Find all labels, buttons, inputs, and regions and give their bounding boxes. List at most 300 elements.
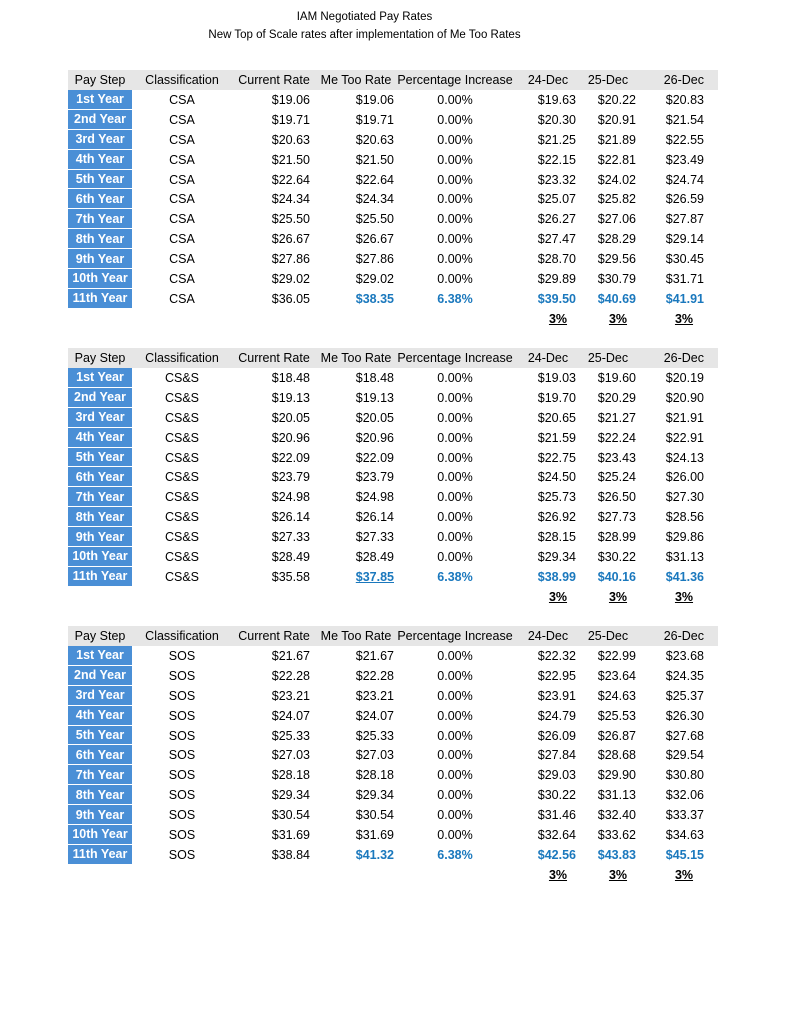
rate-24-dec-cell: $31.46 — [537, 808, 576, 823]
rate-26-dec-cell: $26.00 — [665, 470, 704, 485]
percentage-increase-cell: 0.00% — [437, 648, 473, 663]
percentage-increase-cell: 0.00% — [437, 708, 473, 723]
rate-26-dec-cell: $20.19 — [665, 370, 704, 385]
annual-increase-value: 3% — [608, 867, 628, 882]
me-too-rate-cell: $20.05 — [355, 410, 394, 425]
column-header-metoo: Me Too Rate — [320, 629, 392, 643]
classification-cell: CS&S — [164, 549, 200, 564]
annual-increase-value: 3% — [674, 589, 694, 604]
current-rate-cell: $22.09 — [271, 450, 310, 465]
table-row — [68, 130, 718, 150]
pay-step-cell: 5th Year — [68, 170, 132, 190]
current-rate-cell: $20.63 — [271, 132, 310, 147]
current-rate-cell: $24.98 — [271, 490, 310, 505]
table-row — [68, 388, 718, 408]
current-rate-cell: $35.58 — [271, 569, 310, 584]
table-row — [68, 269, 718, 289]
table-row — [68, 289, 718, 309]
me-too-rate-cell: $27.86 — [355, 252, 394, 267]
me-too-rate-cell: $24.98 — [355, 490, 394, 505]
percentage-increase-cell: 0.00% — [437, 808, 473, 823]
percentage-increase-cell: 0.00% — [437, 172, 473, 187]
percentage-increase-cell: 0.00% — [437, 470, 473, 485]
rate-24-dec-cell: $24.79 — [537, 708, 576, 723]
rate-25-dec-cell: $27.73 — [597, 510, 636, 525]
classification-cell: CS&S — [164, 530, 200, 545]
classification-cell: CS&S — [164, 450, 200, 465]
annual-increase-row — [68, 865, 718, 885]
pay-step-cell: 9th Year — [68, 527, 132, 547]
table-row — [68, 527, 718, 547]
percentage-increase-cell: 0.00% — [437, 788, 473, 803]
current-rate-cell: $29.02 — [271, 271, 310, 286]
current-rate-cell: $25.50 — [271, 212, 310, 227]
current-rate-cell: $21.50 — [271, 152, 310, 167]
current-rate-cell: $38.84 — [271, 847, 310, 862]
rate-25-dec-cell: $22.81 — [597, 152, 636, 167]
pay-step-cell: 4th Year — [68, 150, 132, 170]
rate-26-dec-cell: $24.74 — [665, 172, 704, 187]
me-too-rate-cell: $18.48 — [355, 370, 394, 385]
rate-24-dec-cell: $29.34 — [537, 549, 576, 564]
rate-24-dec-cell: $21.25 — [537, 132, 576, 147]
document-subtitle: New Top of Scale rates after implementation of Me Too Rates — [208, 29, 521, 41]
column-header-d26: 26-Dec — [663, 73, 704, 87]
rate-25-dec-cell: $23.43 — [597, 450, 636, 465]
rate-24-dec-cell: $28.15 — [537, 530, 576, 545]
pay-step-cell: 4th Year — [68, 428, 132, 448]
pay-step-cell: 3rd Year — [68, 130, 132, 150]
me-too-rate-cell: $27.03 — [355, 748, 394, 763]
table-row — [68, 110, 718, 130]
pay-step-cell: 1st Year — [68, 646, 132, 666]
me-too-rate-cell: $28.49 — [355, 549, 394, 564]
rate-26-dec-cell: $27.87 — [665, 212, 704, 227]
rate-25-dec-cell: $25.24 — [597, 470, 636, 485]
rate-24-dec-cell: $29.89 — [537, 271, 576, 286]
column-header-pct: Percentage Increase — [397, 629, 513, 643]
annual-increase-d26 — [664, 865, 704, 885]
current-rate-cell: $20.05 — [271, 410, 310, 425]
percentage-increase-cell: 0.00% — [437, 827, 473, 842]
table-row — [68, 706, 718, 726]
table-row — [68, 368, 718, 388]
table-row — [68, 249, 718, 269]
percentage-increase-cell: 6.38% — [437, 569, 473, 584]
pay-step-cell: 11th Year — [68, 289, 132, 309]
me-too-rate-cell: $29.02 — [355, 271, 394, 286]
rate-24-dec-cell: $23.32 — [537, 172, 576, 187]
current-rate-cell: $27.86 — [271, 252, 310, 267]
rate-24-dec-cell: $29.03 — [537, 768, 576, 783]
me-too-rate-cell: $25.33 — [355, 728, 394, 743]
rate-24-dec-cell: $27.47 — [537, 232, 576, 247]
rate-25-dec-cell: $27.06 — [597, 212, 636, 227]
rate-26-dec-cell: $30.80 — [665, 768, 704, 783]
table-row — [68, 646, 718, 666]
current-rate-cell: $23.21 — [271, 688, 310, 703]
me-too-rate-cell: $19.06 — [355, 92, 394, 107]
column-header-d26: 26-Dec — [663, 351, 704, 365]
table-row — [68, 467, 718, 487]
rate-24-dec-cell: $19.70 — [537, 390, 576, 405]
rate-26-dec-cell: $26.30 — [665, 708, 704, 723]
current-rate-cell: $26.67 — [271, 232, 310, 247]
me-too-rate-cell: $31.69 — [355, 827, 394, 842]
pay-step-cell: 2nd Year — [68, 110, 132, 130]
annual-increase-d24 — [538, 587, 578, 607]
me-too-rate-cell: $23.79 — [355, 470, 394, 485]
me-too-rate-cell: $19.13 — [355, 390, 394, 405]
table-row — [68, 487, 718, 507]
percentage-increase-cell: 0.00% — [437, 192, 473, 207]
column-header-d24: 24-Dec — [527, 629, 569, 643]
percentage-increase-cell: 0.00% — [437, 748, 473, 763]
table-row — [68, 567, 718, 587]
me-too-rate-cell: $38.35 — [355, 291, 394, 306]
rate-25-dec-cell: $24.02 — [597, 172, 636, 187]
table-row — [68, 686, 718, 706]
classification-cell: SOS — [168, 668, 196, 683]
rate-26-dec-cell: $34.63 — [665, 827, 704, 842]
column-header-classification: Classification — [145, 629, 219, 643]
rate-26-dec-cell: $23.49 — [665, 152, 704, 167]
column-header-current: Current Rate — [238, 73, 310, 87]
rate-26-dec-cell: $32.06 — [665, 788, 704, 803]
pay-step-cell: 6th Year — [68, 189, 132, 209]
annual-increase-d24 — [538, 309, 578, 329]
percentage-increase-cell: 0.00% — [437, 212, 473, 227]
pay-step-cell: 3rd Year — [68, 408, 132, 428]
current-rate-cell: $28.18 — [271, 768, 310, 783]
document-title: IAM Negotiated Pay Rates — [296, 11, 433, 23]
annual-increase-value: 3% — [548, 311, 568, 326]
rate-24-dec-cell: $19.63 — [537, 92, 576, 107]
rate-25-dec-cell: $19.60 — [597, 370, 636, 385]
rate-24-dec-cell: $19.03 — [537, 370, 576, 385]
percentage-increase-cell: 0.00% — [437, 530, 473, 545]
pay-step-cell: 7th Year — [68, 209, 132, 229]
rate-25-dec-cell: $22.24 — [597, 430, 636, 445]
rate-26-dec-cell: $20.90 — [665, 390, 704, 405]
column-header-d24: 24-Dec — [527, 351, 569, 365]
rate-24-dec-cell: $27.84 — [537, 748, 576, 763]
me-too-rate-cell: $25.50 — [355, 212, 394, 227]
column-header-step: Pay Step — [74, 629, 126, 643]
column-header-pct: Percentage Increase — [397, 73, 513, 87]
rate-26-dec-cell: $29.86 — [665, 530, 704, 545]
pay-step-cell: 7th Year — [68, 765, 132, 785]
table-header-row — [68, 626, 718, 646]
rate-26-dec-cell: $24.13 — [665, 450, 704, 465]
classification-cell: SOS — [168, 688, 196, 703]
classification-cell: CS&S — [164, 510, 200, 525]
pay-step-cell: 9th Year — [68, 805, 132, 825]
percentage-increase-cell: 0.00% — [437, 430, 473, 445]
classification-cell: CS&S — [164, 410, 200, 425]
rate-24-dec-cell: $20.30 — [537, 112, 576, 127]
pay-step-cell: 3rd Year — [68, 686, 132, 706]
me-too-rate-cell: $37.85 — [355, 569, 394, 584]
rate-25-dec-cell: $26.50 — [597, 490, 636, 505]
rate-26-dec-cell: $41.36 — [665, 569, 704, 584]
table-row — [68, 825, 718, 845]
classification-cell: CS&S — [164, 490, 200, 505]
current-rate-cell: $18.48 — [271, 370, 310, 385]
rate-26-dec-cell: $31.71 — [665, 271, 704, 286]
classification-cell: SOS — [168, 827, 196, 842]
rate-24-dec-cell: $42.56 — [537, 847, 576, 862]
current-rate-cell: $29.34 — [271, 788, 310, 803]
rate-25-dec-cell: $25.53 — [597, 708, 636, 723]
rate-25-dec-cell: $20.91 — [597, 112, 636, 127]
me-too-rate-cell: $23.21 — [355, 688, 394, 703]
rate-24-dec-cell: $32.64 — [537, 827, 576, 842]
column-header-d25: 25-Dec — [587, 629, 629, 643]
annual-increase-row — [68, 587, 718, 607]
percentage-increase-cell: 6.38% — [437, 847, 473, 862]
percentage-increase-cell: 0.00% — [437, 370, 473, 385]
column-header-step: Pay Step — [74, 351, 126, 365]
classification-cell: SOS — [168, 728, 196, 743]
me-too-rate-cell: $19.71 — [355, 112, 394, 127]
percentage-increase-cell: 0.00% — [437, 490, 473, 505]
rate-25-dec-cell: $20.22 — [597, 92, 636, 107]
rate-25-dec-cell: $33.62 — [597, 827, 636, 842]
current-rate-cell: $25.33 — [271, 728, 310, 743]
table-row — [68, 90, 718, 110]
classification-cell: CS&S — [164, 430, 200, 445]
table-row — [68, 229, 718, 249]
annual-increase-d26 — [664, 587, 704, 607]
rate-26-dec-cell: $24.35 — [665, 668, 704, 683]
me-too-rate-cell: $24.07 — [355, 708, 394, 723]
table-row — [68, 726, 718, 746]
classification-cell: CSA — [169, 92, 195, 107]
table-row — [68, 765, 718, 785]
column-header-current: Current Rate — [238, 351, 310, 365]
rate-24-dec-cell: $26.92 — [537, 510, 576, 525]
percentage-increase-cell: 0.00% — [437, 728, 473, 743]
annual-increase-d25 — [598, 309, 638, 329]
column-header-current: Current Rate — [238, 629, 310, 643]
rate-26-dec-cell: $41.91 — [665, 291, 704, 306]
annual-increase-d26 — [664, 309, 704, 329]
rate-26-dec-cell: $29.14 — [665, 232, 704, 247]
pay-step-cell: 1st Year — [68, 368, 132, 388]
pay-step-cell: 2nd Year — [68, 388, 132, 408]
classification-cell: CS&S — [164, 370, 200, 385]
pay-step-cell: 7th Year — [68, 487, 132, 507]
rate-26-dec-cell: $22.91 — [665, 430, 704, 445]
rate-25-dec-cell: $24.63 — [597, 688, 636, 703]
me-too-rate-cell: $21.67 — [355, 648, 394, 663]
pay-step-cell: 1st Year — [68, 90, 132, 110]
rate-26-dec-cell: $45.15 — [665, 847, 704, 862]
table-row — [68, 448, 718, 468]
rate-24-dec-cell: $25.07 — [537, 192, 576, 207]
percentage-increase-cell: 0.00% — [437, 768, 473, 783]
rate-25-dec-cell: $25.82 — [597, 192, 636, 207]
pay-step-cell: 8th Year — [68, 785, 132, 805]
classification-cell: CSA — [169, 291, 195, 306]
classification-cell: SOS — [168, 768, 196, 783]
column-header-d25: 25-Dec — [587, 351, 629, 365]
pay-step-cell: 6th Year — [68, 745, 132, 765]
me-too-rate-cell: $30.54 — [355, 808, 394, 823]
annual-increase-value: 3% — [608, 311, 628, 326]
table-row — [68, 170, 718, 190]
pay-step-cell: 10th Year — [68, 825, 132, 845]
me-too-rate-cell: $28.18 — [355, 768, 394, 783]
pay-step-cell: 4th Year — [68, 706, 132, 726]
current-rate-cell: $26.14 — [271, 510, 310, 525]
pay-table-css — [68, 348, 718, 607]
rate-24-dec-cell: $22.32 — [537, 648, 576, 663]
annual-increase-d25 — [598, 865, 638, 885]
me-too-rate-cell: $41.32 — [355, 847, 394, 862]
rate-25-dec-cell: $22.99 — [597, 648, 636, 663]
rate-25-dec-cell: $26.87 — [597, 728, 636, 743]
pay-step-cell: 11th Year — [68, 845, 132, 865]
percentage-increase-cell: 0.00% — [437, 668, 473, 683]
me-too-rate-cell: $29.34 — [355, 788, 394, 803]
current-rate-cell: $31.69 — [271, 827, 310, 842]
current-rate-cell: $27.33 — [271, 530, 310, 545]
annual-increase-value: 3% — [674, 867, 694, 882]
rate-26-dec-cell: $26.59 — [665, 192, 704, 207]
column-header-classification: Classification — [145, 351, 219, 365]
rate-24-dec-cell: $26.09 — [537, 728, 576, 743]
rate-24-dec-cell: $38.99 — [537, 569, 576, 584]
rate-25-dec-cell: $30.79 — [597, 271, 636, 286]
rate-25-dec-cell: $43.83 — [597, 847, 636, 862]
classification-cell: CS&S — [164, 470, 200, 485]
classification-cell: SOS — [168, 748, 196, 763]
rate-24-dec-cell: $26.27 — [537, 212, 576, 227]
current-rate-cell: $19.71 — [271, 112, 310, 127]
annual-increase-row — [68, 309, 718, 329]
table-row — [68, 745, 718, 765]
annual-increase-value: 3% — [548, 589, 568, 604]
pay-step-cell: 5th Year — [68, 448, 132, 468]
me-too-rate-cell: $20.63 — [355, 132, 394, 147]
column-header-step: Pay Step — [74, 73, 126, 87]
table-row — [68, 189, 718, 209]
rate-25-dec-cell: $31.13 — [597, 788, 636, 803]
pay-step-cell: 9th Year — [68, 249, 132, 269]
classification-cell: SOS — [168, 808, 196, 823]
classification-cell: CSA — [169, 271, 195, 286]
rate-26-dec-cell: $27.30 — [665, 490, 704, 505]
rate-24-dec-cell: $24.50 — [537, 470, 576, 485]
table-row — [68, 666, 718, 686]
annual-increase-value: 3% — [608, 589, 628, 604]
current-rate-cell: $23.79 — [271, 470, 310, 485]
column-header-metoo: Me Too Rate — [320, 73, 392, 87]
percentage-increase-cell: 0.00% — [437, 152, 473, 167]
annual-increase-d25 — [598, 587, 638, 607]
rate-25-dec-cell: $21.27 — [597, 410, 636, 425]
table-row — [68, 507, 718, 527]
me-too-rate-cell: $27.33 — [355, 530, 394, 545]
column-header-pct: Percentage Increase — [397, 351, 513, 365]
pay-step-cell: 2nd Year — [68, 666, 132, 686]
percentage-increase-cell: 0.00% — [437, 132, 473, 147]
rate-24-dec-cell: $23.91 — [537, 688, 576, 703]
percentage-increase-cell: 0.00% — [437, 232, 473, 247]
classification-cell: CSA — [169, 212, 195, 227]
me-too-rate-cell: $26.14 — [355, 510, 394, 525]
rate-24-dec-cell: $25.73 — [537, 490, 576, 505]
pay-table-csa — [68, 70, 718, 329]
rate-24-dec-cell: $20.65 — [537, 410, 576, 425]
column-header-d25: 25-Dec — [587, 73, 629, 87]
rate-25-dec-cell: $23.64 — [597, 668, 636, 683]
annual-increase-value: 3% — [548, 867, 568, 882]
rate-25-dec-cell: $32.40 — [597, 808, 636, 823]
pay-step-cell: 8th Year — [68, 229, 132, 249]
rate-25-dec-cell: $28.99 — [597, 530, 636, 545]
table-row — [68, 845, 718, 865]
current-rate-cell: $19.13 — [271, 390, 310, 405]
me-too-rate-cell: $24.34 — [355, 192, 394, 207]
pay-step-cell: 8th Year — [68, 507, 132, 527]
classification-cell: CSA — [169, 252, 195, 267]
rate-26-dec-cell: $20.83 — [665, 92, 704, 107]
classification-cell: SOS — [168, 788, 196, 803]
rate-26-dec-cell: $21.54 — [665, 112, 704, 127]
pay-step-cell: 6th Year — [68, 467, 132, 487]
rate-24-dec-cell: $22.95 — [537, 668, 576, 683]
column-header-d24: 24-Dec — [527, 73, 569, 87]
pay-step-cell: 10th Year — [68, 547, 132, 567]
rate-24-dec-cell: $21.59 — [537, 430, 576, 445]
classification-cell: CSA — [169, 112, 195, 127]
percentage-increase-cell: 0.00% — [437, 450, 473, 465]
rate-26-dec-cell: $25.37 — [665, 688, 704, 703]
current-rate-cell: $21.67 — [271, 648, 310, 663]
percentage-increase-cell: 6.38% — [437, 291, 473, 306]
rate-25-dec-cell: $20.29 — [597, 390, 636, 405]
column-header-metoo: Me Too Rate — [320, 351, 392, 365]
table-header-row — [68, 70, 718, 90]
table-row — [68, 547, 718, 567]
rate-26-dec-cell: $30.45 — [665, 252, 704, 267]
rate-26-dec-cell: $33.37 — [665, 808, 704, 823]
rate-26-dec-cell: $23.68 — [665, 648, 704, 663]
me-too-rate-cell: $21.50 — [355, 152, 394, 167]
percentage-increase-cell: 0.00% — [437, 252, 473, 267]
table-row — [68, 428, 718, 448]
percentage-increase-cell: 0.00% — [437, 271, 473, 286]
table-row — [68, 150, 718, 170]
pay-table-sos — [68, 626, 718, 885]
rate-24-dec-cell: $28.70 — [537, 252, 576, 267]
current-rate-cell: $36.05 — [271, 291, 310, 306]
me-too-rate-cell: $22.64 — [355, 172, 394, 187]
current-rate-cell: $27.03 — [271, 748, 310, 763]
rate-26-dec-cell: $21.91 — [665, 410, 704, 425]
rate-25-dec-cell: $30.22 — [597, 549, 636, 564]
percentage-increase-cell: 0.00% — [437, 390, 473, 405]
rate-24-dec-cell: $30.22 — [537, 788, 576, 803]
pay-step-cell: 11th Year — [68, 567, 132, 587]
classification-cell: SOS — [168, 708, 196, 723]
percentage-increase-cell: 0.00% — [437, 92, 473, 107]
rate-26-dec-cell: $31.13 — [665, 549, 704, 564]
rate-25-dec-cell: $28.29 — [597, 232, 636, 247]
